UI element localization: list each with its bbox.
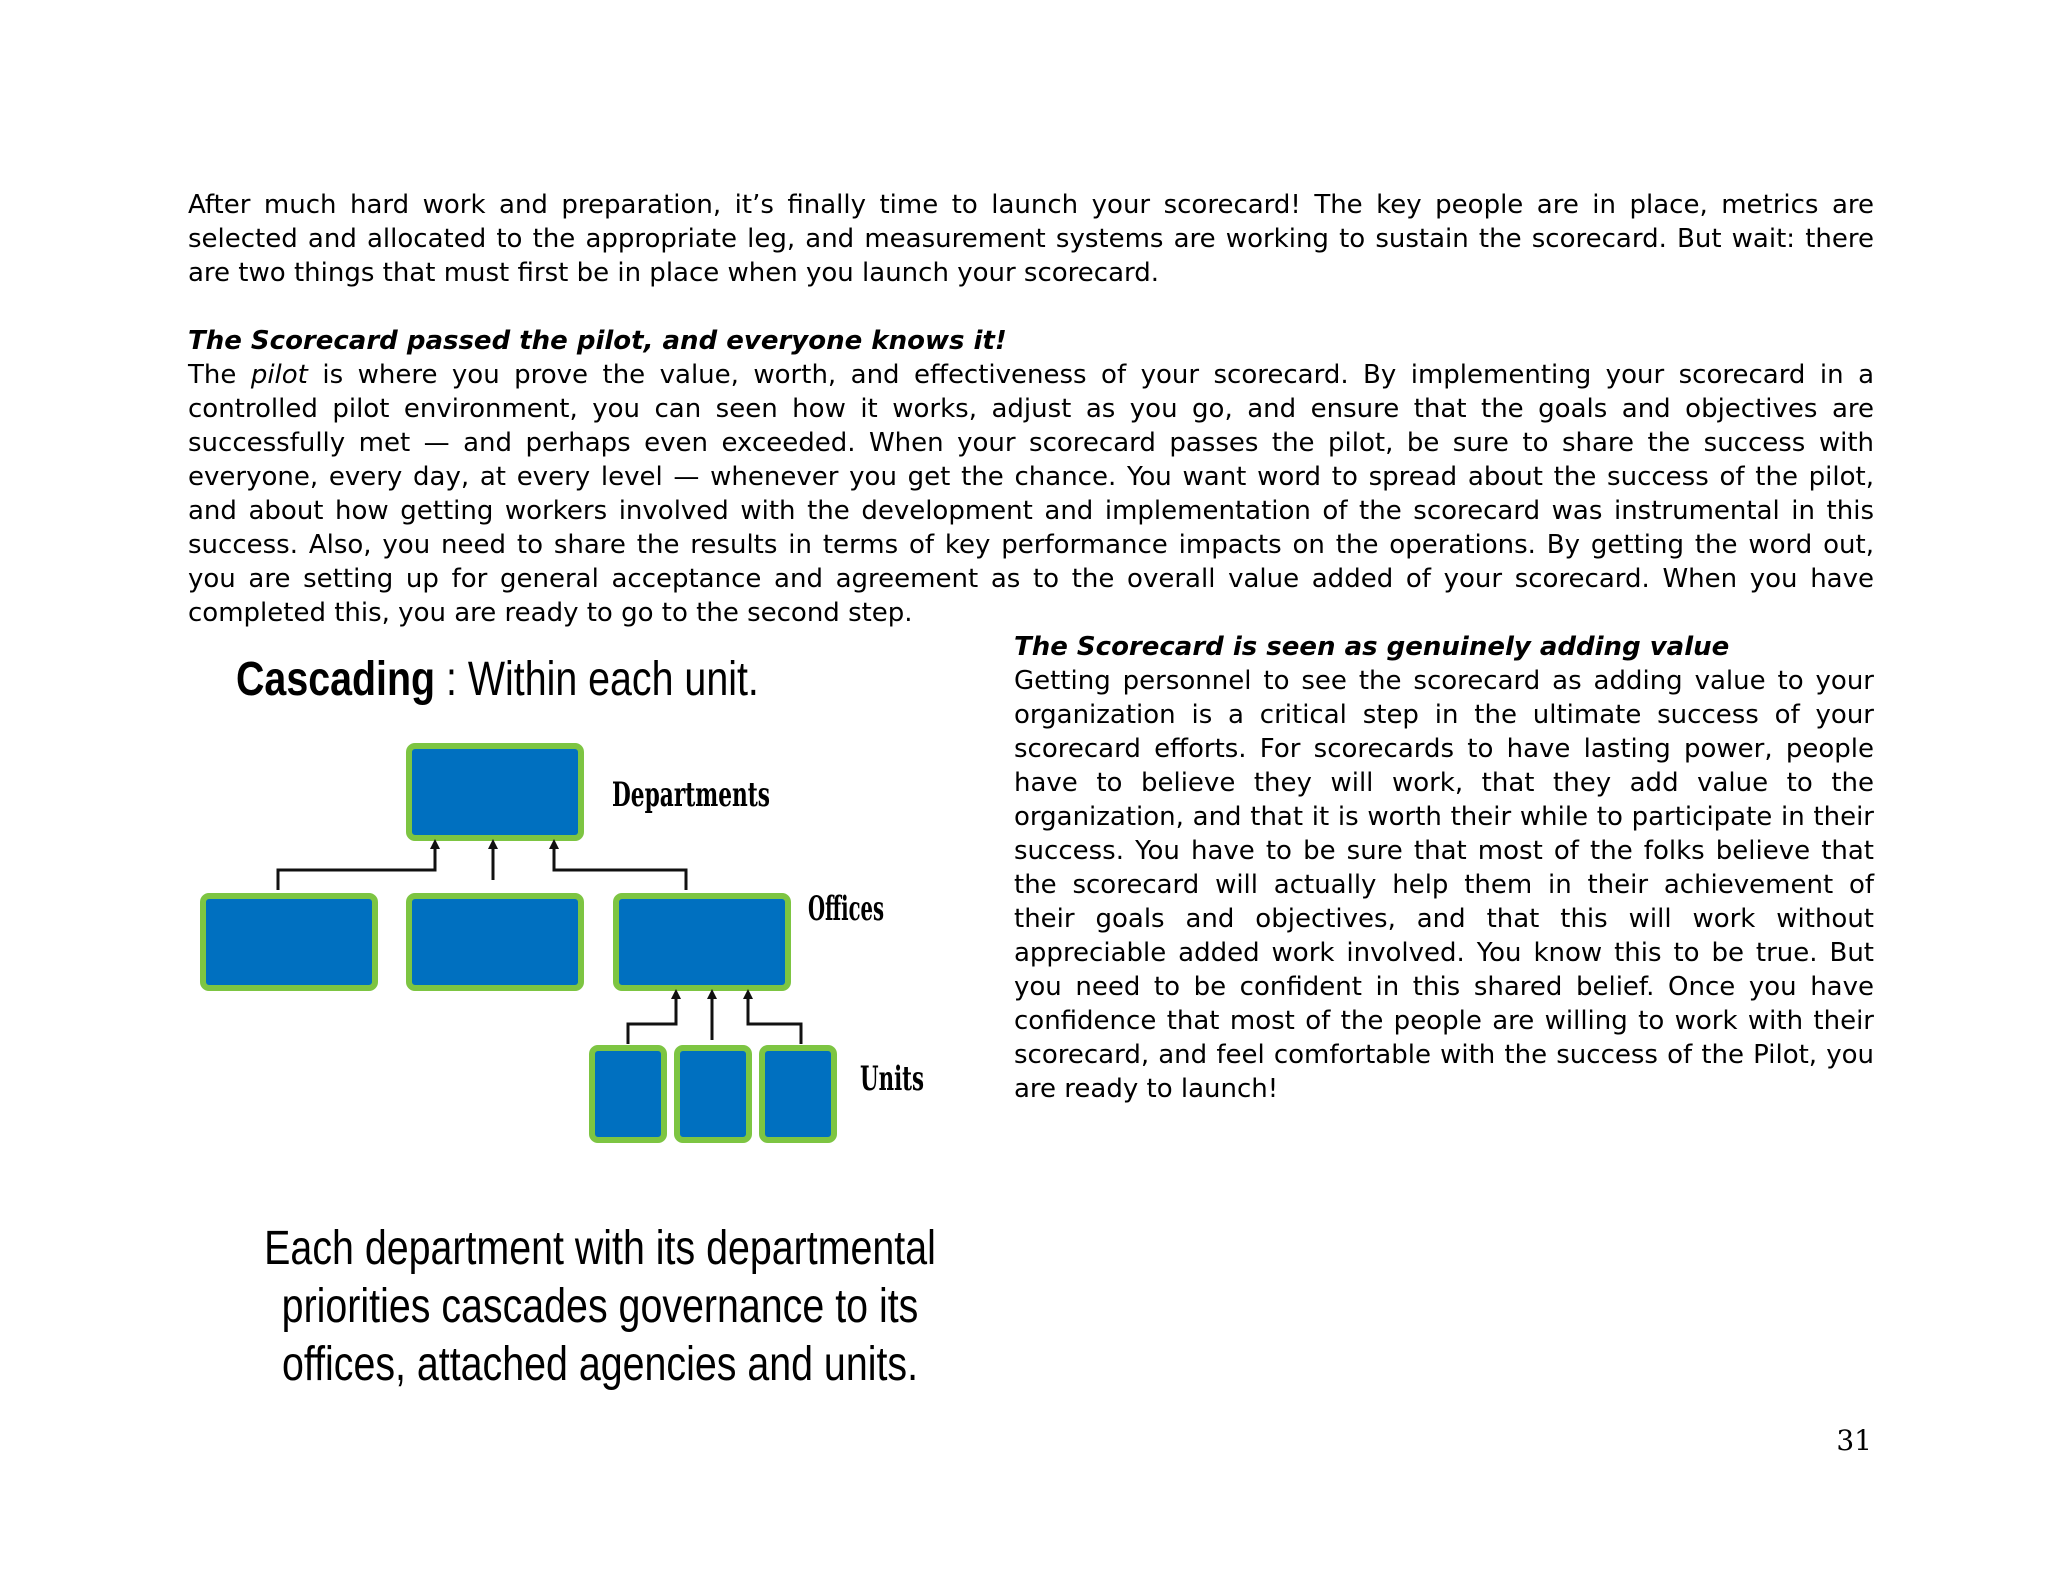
section1 — [188, 324, 1874, 630]
unit-box — [762, 1048, 834, 1140]
section1-body: is where you prove the value, worth, and effectiveness of your scorecard. By implementing your scorecard in a controlled pilot environment, you can seen how it works, adjust as you go, and ensure that the goals and objectives are successfully met — and perhaps even exceeded. When your scorecard passes the pilot, be sure to share the success with everyone, every day, at every level — whenever you get the chance. You want word to spread about the success of the pilot, and about how getting workers involved with the development and implementation of the scorecard was instrumental in this success. Also, you need to share the results in terms of key performance impacts on the operations. By getting the word out, you are setting up for general acceptance and agreement as to the overall value added of your scorecard. When you have completed this, you are ready to go to the second step. — [188, 360, 1874, 628]
section2-heading: The Scorecard is seen as genuinely adding value — [1014, 632, 1730, 662]
office-box — [203, 896, 375, 988]
page-number: 31 — [1836, 1424, 1872, 1457]
office-box — [409, 896, 581, 988]
section2 — [1014, 630, 1874, 1106]
label-departments: Departments — [612, 775, 770, 815]
office-box — [616, 896, 788, 988]
unit-box — [677, 1048, 749, 1140]
connector-right — [554, 844, 686, 890]
diagram-title-rest: : Within each unit. — [435, 653, 759, 706]
unit-box — [592, 1048, 664, 1140]
label-units: Units — [860, 1059, 924, 1099]
diagram-caption: Each department with its departmental priorities cascades governance to its offices, attached agencies and units. — [264, 1222, 936, 1391]
intro-paragraph: After much hard work and preparation, it’s finally time to launch your scorecard! The key people are in place, metrics are selected and allocated to the appropriate leg, and measurement systems are working to sustain the scorecard. But wait: there are two things that must first be in place when you launch your scorecard. — [188, 190, 1874, 288]
department-box — [409, 746, 581, 838]
section1-lead: The — [188, 360, 251, 390]
section1-lead-italic: pilot — [250, 360, 308, 390]
section2-body: Getting personnel to see the scorecard as adding value to your organization is a critical step in the ultimate success of your scorecard efforts. For scorecards to have lasting power, people have to believe they will work, that they add value to the organization, and that it is worth their while to participate in their success. You have to be sure that most of the folks believe that the scorecard will actually help them in their achievement of their goals and objectives, and that this will work without appreciable added work involved. You know this to be true. But you need to be confident in this shared belief. Once you have confidence that most of the people are willing to work with their scorecard, and feel comfortable with the success of the Pilot, you are ready to launch! — [1014, 666, 1874, 1104]
connector-unit-left — [628, 994, 676, 1044]
connector-left — [278, 844, 435, 890]
label-offices: Offices — [808, 889, 884, 929]
diagram-title-bold: Cascading — [236, 653, 436, 706]
diagram-title — [236, 652, 759, 707]
connector-unit-right — [748, 994, 801, 1044]
section1-heading: The Scorecard passed the pilot, and everyone knows it! — [188, 326, 1007, 356]
